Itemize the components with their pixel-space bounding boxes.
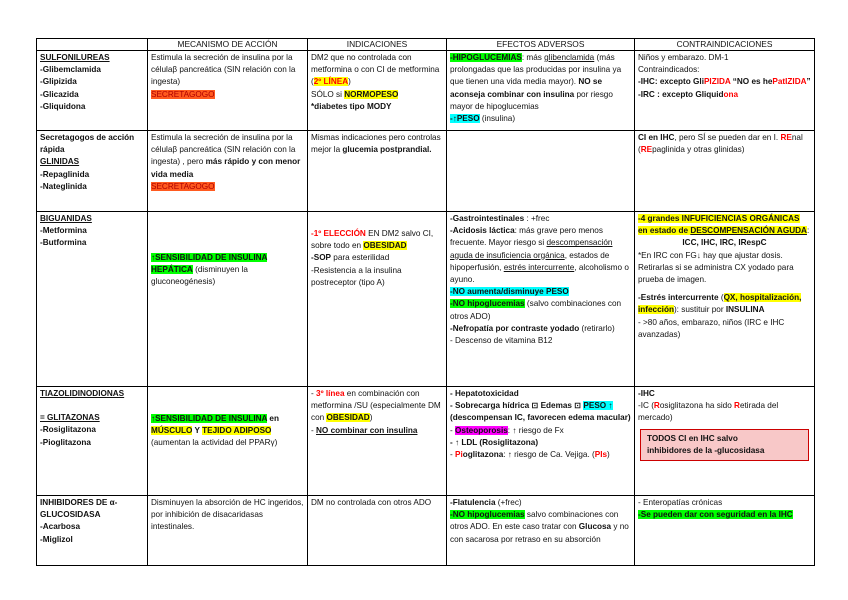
ae-no-hipoglucemias: -NO hipoglucemias [450, 510, 525, 520]
ind-text: ) [348, 77, 351, 87]
ae-text: : ↑ riesgo de Fx [507, 425, 564, 435]
ind-text: para esterilidad [331, 253, 390, 263]
ci-text: DESCOMPENSACIÓN AGUDA [690, 226, 807, 236]
header-row [37, 39, 815, 51]
ae-text: - Descenso de vitamina B12 [450, 336, 553, 346]
ind-text: DM2 que no controlada con metformina o con CI de metformina ( [311, 53, 440, 87]
contraindicaciones-cell [635, 496, 815, 566]
mecanismo-cell [148, 51, 308, 131]
ind-mody: *diabetes tipo MODY [311, 101, 392, 111]
drug-item: -Butformina [40, 238, 87, 248]
ind-obesidad: OBESIDAD [326, 413, 370, 423]
ci-text: R [653, 401, 660, 411]
efectos-cell [447, 387, 635, 496]
drug-item: -Nateglinida [40, 181, 87, 191]
table-row-sulfonilureas [37, 51, 815, 131]
ci-text: ” [806, 77, 811, 87]
ae-text: Pi [455, 450, 463, 460]
mec-sensibilidad: ↑SENSIBILIDAD DE INSULINA [151, 414, 268, 423]
ae-text: estrés intercurrente [503, 262, 575, 272]
ci-text: paglinida y otras glinidas) [652, 145, 745, 155]
drug-item: -Metformina [40, 226, 87, 236]
ci-text: nal ( [638, 133, 803, 155]
ci-text: PIZIDA [703, 77, 731, 87]
drug-item: -Repaglinida [40, 169, 90, 179]
drug-item: -Pioglitazona [40, 437, 91, 447]
ae-text: : más [521, 53, 545, 62]
ind-text: - [311, 389, 317, 398]
group-name: SULFONILUREAS [40, 53, 110, 62]
contraindicaciones-cell [635, 212, 815, 387]
ci-text: - Enteropatías crónicas [638, 498, 723, 507]
ind-linea: 2º LÍNEA [313, 77, 349, 87]
ae-text: -Nefropatía por contraste yodado [450, 323, 580, 333]
ind-text: glucemia postprandial. [342, 145, 432, 155]
indicaciones-cell [308, 131, 447, 212]
ci-text: ICC, IHC, IRC, IRespC [682, 238, 767, 248]
ci-text: ona [723, 89, 739, 99]
drug-item: -Glicazida [40, 89, 79, 99]
mecanismo-cell [148, 131, 308, 212]
drug-item: -Miglizol [40, 534, 73, 544]
ind-linea: 3º línea [316, 389, 345, 398]
group-name: Secretagogos de acción rápida [40, 133, 135, 155]
ae-text: Glucosa [578, 522, 612, 532]
ci-text: *En IRC con FG↓ hay que ajustar dosis. Retirarlas si se administra CX yodado para prueba de imagen. [638, 250, 794, 285]
mec-adiposo: TEJIDO ADIPOSO [202, 426, 272, 436]
ci-text: INSULINA [725, 305, 765, 315]
mec-text: más rápido y con menor vida media [151, 157, 301, 179]
ind-text: DM no controlada con otros ADO [311, 498, 432, 507]
drug-item: -Acarbosa [40, 522, 81, 532]
group-name: INHIBIDORES DE α-GLUCOSIDASA [40, 498, 118, 520]
ci-text: - >80 años, embarazo, niños (IRC e IHC avanzadas) [638, 317, 785, 339]
header-contraindicaciones: CONTRAINDICACIONES [635, 39, 815, 51]
mec-text: Y [192, 426, 203, 436]
table-row-tiazolidinodionas [37, 387, 815, 496]
ae-text: por riesgo mayor de hipoglucemias [450, 89, 613, 111]
mec-text: Disminuyen la absorción de HC ingeridos, por inhibición de disacaridasas intestinales. [151, 498, 304, 532]
ind-text: ) [369, 413, 373, 423]
table-row-inhibidores [37, 496, 815, 566]
table-row-glinidas [37, 131, 815, 212]
ind-text: EN DM2 salvo CI, sobre todo en [311, 229, 434, 251]
mec-text: en [267, 414, 279, 423]
ae-hipoglucemias: -HIPOGLUCEMIAS [450, 53, 522, 62]
ci-text: ): sustituir por [673, 305, 726, 315]
antidiabetic-table [36, 38, 815, 566]
ci-text: -4 grandes INFUFICIENCIAS ORGÁNICAS en estado de [638, 214, 800, 236]
header-indicaciones: INDICACIONES [308, 39, 447, 51]
ae-text: y no con sacarosa por retraso en su absorción [450, 522, 629, 544]
ind-no-insulina: NO combinar con insulina [316, 425, 418, 435]
ae-text: - [450, 450, 456, 460]
ci-text: ( [718, 293, 724, 303]
header-efectos: EFECTOS ADVERSOS [447, 39, 635, 51]
drug-item: -Rosiglitazona [40, 425, 96, 435]
ci-text: R [734, 401, 740, 411]
group-name: BIGUANIDAS [40, 214, 92, 223]
ae-osteoporosis: Osteoporosis [455, 425, 508, 435]
group-cell [37, 131, 148, 212]
ind-eleccion: -1º ELECCIÓN [311, 229, 366, 238]
ci-text: IZIDA [785, 77, 807, 87]
group-cell [37, 51, 148, 131]
ae-text: (salvo combinaciones con otros ADO) [450, 299, 622, 321]
ci-text: Contraindicados: [638, 65, 700, 75]
header-group [37, 39, 148, 51]
ci-ihc-safe: -Se pueden dar con seguridad en la IHC [638, 510, 793, 520]
ind-obesidad: OBESIDAD [363, 241, 407, 251]
ae-text: -Gastrointestinales [450, 214, 525, 223]
efectos-cell [447, 51, 635, 131]
ci-text: osiglitazona ha sido [659, 401, 735, 411]
mec-musculo: MÚSCULO [151, 426, 193, 436]
ci-note-text: TODOS CI en IHC salvo [647, 433, 738, 443]
ae-text: -Acidosis láctica [450, 226, 515, 236]
ind-normopeso: NORMOPESO [344, 89, 399, 99]
contraindicaciones-cell [635, 387, 815, 496]
ae-text: -Flatulencia [450, 498, 496, 507]
ae-text: salvo combinaciones con otros ADO. En este caso tratar con [450, 510, 619, 532]
ci-text: : [806, 226, 810, 236]
ae-text: (descompensan IC, favorecen edema macular) [450, 413, 631, 423]
ci-text: CI en IHC [638, 133, 675, 142]
ci-text: , pero SÍ se pueden dar en I. [674, 133, 781, 142]
ci-text: RE [640, 145, 653, 155]
mec-sensibilidad: ↑SENSIBILIDAD DE INSULINA HEPÁTICA [151, 253, 268, 275]
indicaciones-cell [308, 51, 447, 131]
group-name: TIAZOLIDINODIONAS [40, 389, 125, 398]
ae-peso: PESO ↑ [583, 401, 613, 411]
ci-text: QX, hospitalización, infección [638, 293, 802, 315]
mec-text: (aumentan la actividad del PPARγ) [151, 438, 278, 448]
ci-text: Pat [772, 77, 786, 87]
ind-text: Mismas indicaciones pero controlas mejor la [311, 133, 441, 155]
ci-note-text: inhibidores de la -glucosidasa [647, 445, 765, 455]
ae-text: glibenclamida [544, 53, 595, 62]
ci-text: -IC ( [638, 401, 654, 411]
ae-text: - Sobrecarga hídrica ⊡ Edemas ⊡ [450, 401, 584, 411]
ae-text: descompensación aguda de insuficiencia orgánica [450, 238, 613, 260]
ci-text: “NO es he [730, 77, 773, 87]
ci-note-box [640, 429, 809, 461]
ae-text: - ↑ LDL (Rosiglitazona) [450, 437, 539, 447]
ci-text: -IRC : excepto Gliquid [638, 89, 724, 99]
ci-text: -IHC: excepto Gli [638, 77, 704, 87]
drug-item: -Glipizida [40, 77, 77, 87]
indicaciones-cell [308, 387, 447, 496]
ae-peso: -NO aumenta/disminuye PESO [450, 287, 569, 297]
header-mecanismo: MECANISMO DE ACCIÓN [148, 39, 308, 51]
mec-text: (disminuyen la gluconeogénesis) [151, 265, 248, 287]
contraindicaciones-cell [635, 131, 815, 212]
mecanismo-cell [148, 212, 308, 387]
ae-text: PIs [594, 450, 608, 460]
ae-text: (insulina) [479, 114, 516, 124]
mecanismo-cell [148, 496, 308, 566]
ci-text: etirada del mercado) [638, 401, 779, 423]
ae-text: : ↑ riesgo de Ca. Vejiga. ( [503, 450, 595, 460]
ae-text: : más grave pero menos frecuente. Mayor riesgo si [450, 226, 603, 248]
ci-text: Niños y embarazo. DM-1 [638, 53, 729, 62]
ae-text: ) [607, 450, 610, 460]
table-row-biguanidas [37, 212, 815, 387]
mec-text: Estimula la secreción de insulina por la célulaβ pancreática (SIN relación con la ingesta) , pero [151, 133, 296, 167]
ind-text: - [311, 425, 317, 435]
ae-text: - Hepatotoxicidad [450, 389, 519, 398]
ae-text: (más prolongadas que las producidas por insulina ya que tienen una vida media mayor). [450, 53, 622, 87]
ae-text: oglitazona [462, 450, 504, 460]
ind-sop: -SOP [311, 253, 332, 263]
mecanismo-text: Estimula la secreción de insulina por la célulaβ pancreática (SIN relación con la ingesta) [151, 53, 296, 87]
group-cell [37, 496, 148, 566]
group-name: GLINIDAS [40, 157, 80, 167]
group-cell [37, 387, 148, 496]
ae-text: : +frec [524, 214, 550, 223]
ae-text: (+frec) [495, 498, 522, 507]
indicaciones-cell [308, 496, 447, 566]
secretagogo-tag: SECRETAGOGO [151, 181, 215, 191]
secretagogo-tag: SECRETAGOGO [151, 89, 215, 99]
ae-text: , estados de hipoperfusión, [450, 250, 610, 272]
ind-text: en combinación con metformina /SU (especialmente DM con [311, 389, 441, 423]
ae-no-hipoglucemias: -NO hipoglucemias [450, 299, 525, 309]
ae-text: , alcoholismo o ayuno. [450, 262, 629, 285]
ae-text: - [450, 425, 456, 435]
ae-text: (retirarlo) [579, 323, 615, 333]
ci-text: RE [780, 133, 792, 142]
contraindicaciones-cell [635, 51, 815, 131]
group-cell [37, 212, 148, 387]
group-subname: = GLITAZONAS [40, 413, 100, 423]
ae-text: NO se aconseja combinar con insulina [450, 77, 603, 99]
ind-text: -Resistencia a la insulina postreceptor (tipo A) [311, 265, 402, 287]
indicaciones-cell [308, 212, 447, 387]
ae-peso: -↑PESO [450, 114, 480, 124]
drug-item: -Glibemclamida [40, 65, 101, 75]
ci-text: -IHC [638, 389, 655, 398]
mecanismo-cell [148, 387, 308, 496]
ind-text: SÓLO si [311, 89, 345, 99]
ci-text: -Estrés intercurrente [638, 293, 719, 303]
efectos-cell [447, 212, 635, 387]
drug-item: -Gliquidona [40, 101, 86, 111]
efectos-cell [447, 131, 635, 212]
efectos-cell [447, 496, 635, 566]
